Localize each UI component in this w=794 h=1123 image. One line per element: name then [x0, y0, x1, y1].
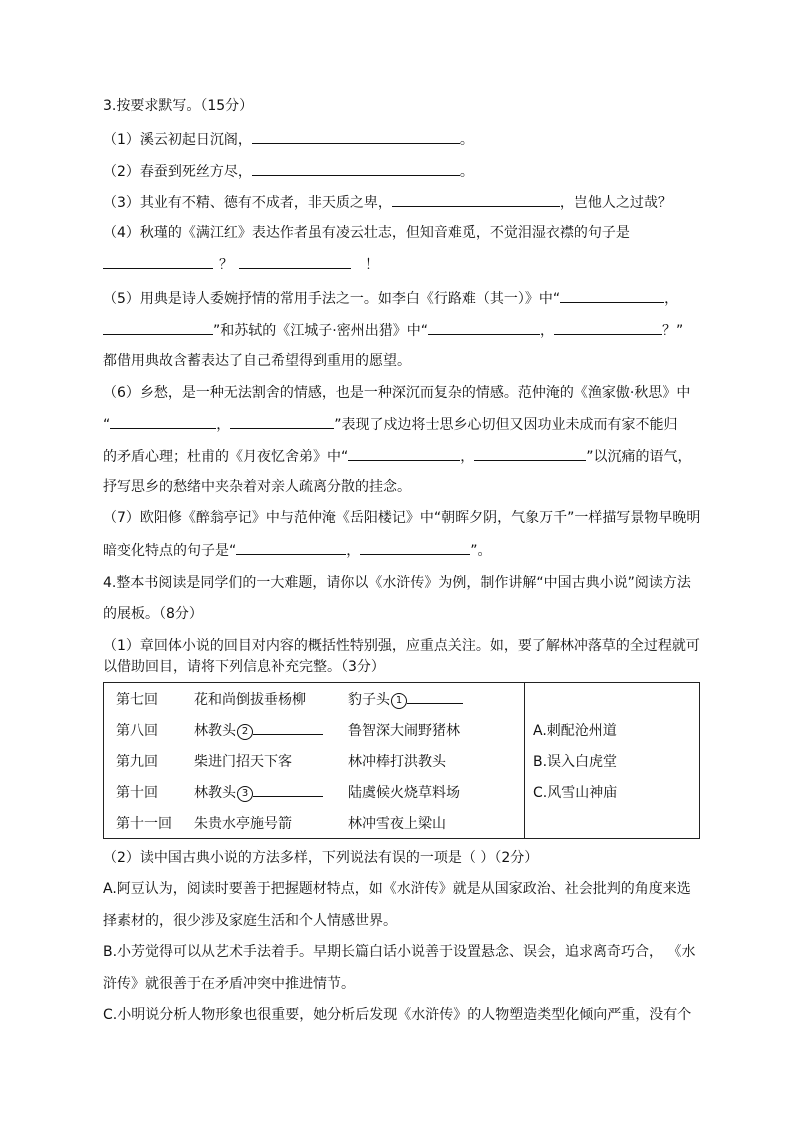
- q3-item-5-cont: ”和苏轼的《江城子·密州出猎》中“ ， ？”: [103, 320, 683, 340]
- option-c: C.风雪山神庙: [525, 776, 700, 807]
- circled-number: 2: [237, 724, 253, 740]
- answer-blank[interactable]: [239, 254, 351, 269]
- q4-part-1: （1）章回体小说的回目对内容的概括性特别强，应重点关注。如，要了解林冲落草的全过程就可: [103, 638, 700, 654]
- answer-blank[interactable]: [253, 782, 323, 797]
- answer-blank[interactable]: [360, 540, 470, 555]
- option-a: A.刺配沧州道: [525, 714, 700, 745]
- q4-part-1-cont: 以借助回目，请将下列信息补充完整。（3分）: [103, 659, 385, 675]
- q4-title: 4.整本书阅读是同学们的一大难题，请你以《水浒传》为例，制作讲解“中国古典小说”阅读方法: [103, 575, 691, 591]
- answer-blank[interactable]: [236, 540, 346, 555]
- q3-item-7: （7）欧阳修《醉翁亭记》中与范仲淹《岳阳楼记》中“朝晖夕阴，气象万千”一样描写景物早晚明: [103, 510, 701, 526]
- answer-blank[interactable]: [428, 320, 540, 335]
- answer-blank[interactable]: [110, 414, 216, 429]
- table-row: 第九回 柴进门招天下客 林冲棒打洪教头 B.误入白虎堂: [104, 745, 700, 776]
- answer-blank[interactable]: [253, 720, 323, 735]
- q3-item-6-cont2: 的矛盾心理；杜甫的《月夜忆舍弟》中“ ， ”以沉痛的语气，: [103, 446, 692, 466]
- answer-blank[interactable]: [560, 288, 664, 303]
- answer-blank[interactable]: [348, 446, 460, 461]
- circled-number: 3: [237, 786, 253, 802]
- q3-item-3: （3）其业有不精、德有不成者，非天质之卑， ，岂他人之过哉？: [103, 192, 672, 212]
- q3-item-4-cont: ？ ！: [103, 254, 379, 274]
- q3-item-5: （5）用典是诗人委婉抒情的常用手法之一。如李白《行路难（其一）》中“ ，: [103, 288, 678, 308]
- answer-blank[interactable]: [392, 192, 560, 207]
- table-row: 第十一回 朱贵水亭施号箭 林冲雪夜上梁山: [104, 807, 700, 839]
- answer-blank[interactable]: [252, 129, 460, 144]
- circled-number: 1: [391, 693, 407, 709]
- chapter-table: [103, 682, 700, 839]
- table-row: 第七回 花和尚倒拔垂杨柳 豹子头 1: [104, 683, 700, 715]
- q3-item-2: （2）春蚕到死丝方尽， 。: [103, 161, 474, 181]
- q3-item-4: （4）秋瑾的《满江红》表达作者虽有凌云壮志，但知音难觅，不觉泪湿衣襟的句子是: [103, 225, 630, 241]
- q3-item-5-end: 都借用典故含蓄表达了自己希望得到重用的愿望。: [103, 353, 411, 369]
- option-c-text: C.小明说分析人物形象也很重要，她分析后发现《水浒传》的人物塑造类型化倾向严重，没有个: [103, 1007, 692, 1023]
- q4-title-cont: 的展板。（8分）: [103, 606, 203, 622]
- table-row: 第八回 林教头 2 鲁智深大闹野猪林 A.刺配沧州道: [104, 714, 700, 745]
- answer-blank[interactable]: [103, 320, 213, 335]
- option-a-text: A.阿豆认为，阅读时要善于把握题材特点，如《水浒传》就是从国家政治、社会批判的角度来选: [103, 881, 691, 897]
- q4-part-2: （2）读中国古典小说的方法多样，下列说法有误的一项是（ ）（2分）: [103, 850, 539, 866]
- q3-item-1: （1）溪云初起日沉阁， 。: [103, 129, 474, 149]
- option-a-text-cont: 择素材的，很少涉及家庭生活和个人情感世界。: [103, 913, 397, 929]
- answer-blank[interactable]: [554, 320, 662, 335]
- q3-item-6-cont: “ ， ”表现了戍边将士思乡心切但又因功业未成而有家不能归: [103, 414, 678, 434]
- option-b: B.误入白虎堂: [525, 745, 700, 776]
- q3-item-7-cont: 暗变化特点的句子是“ ， ”。: [103, 540, 492, 560]
- answer-blank[interactable]: [103, 254, 213, 269]
- option-b-text-cont: 浒传》就很善于在矛盾冲突中推进情节。: [103, 976, 355, 992]
- answer-blank[interactable]: [252, 161, 460, 176]
- q3-title: 3.按要求默写。（15分）: [103, 98, 254, 114]
- option-b-text: B.小芳觉得可以从艺术手法着手。早期长篇白话小说善于设置悬念、误会，追求离奇巧合， 《水: [103, 944, 696, 960]
- table-row: 第十回 林教头 3 陆虞候火烧草料场 C.风雪山神庙: [104, 776, 700, 807]
- q3-item-6: （6）乡愁，是一种无法割舍的情感，也是一种深沉而复杂的情感。范仲淹的《渔家傲·秋思》中: [103, 385, 691, 401]
- answer-blank[interactable]: [407, 689, 463, 704]
- q3-item-6-end: 抒写思乡的愁绪中夹杂着对亲人疏离分散的挂念。: [103, 479, 411, 495]
- answer-blank[interactable]: [474, 446, 586, 461]
- answer-blank[interactable]: [230, 414, 334, 429]
